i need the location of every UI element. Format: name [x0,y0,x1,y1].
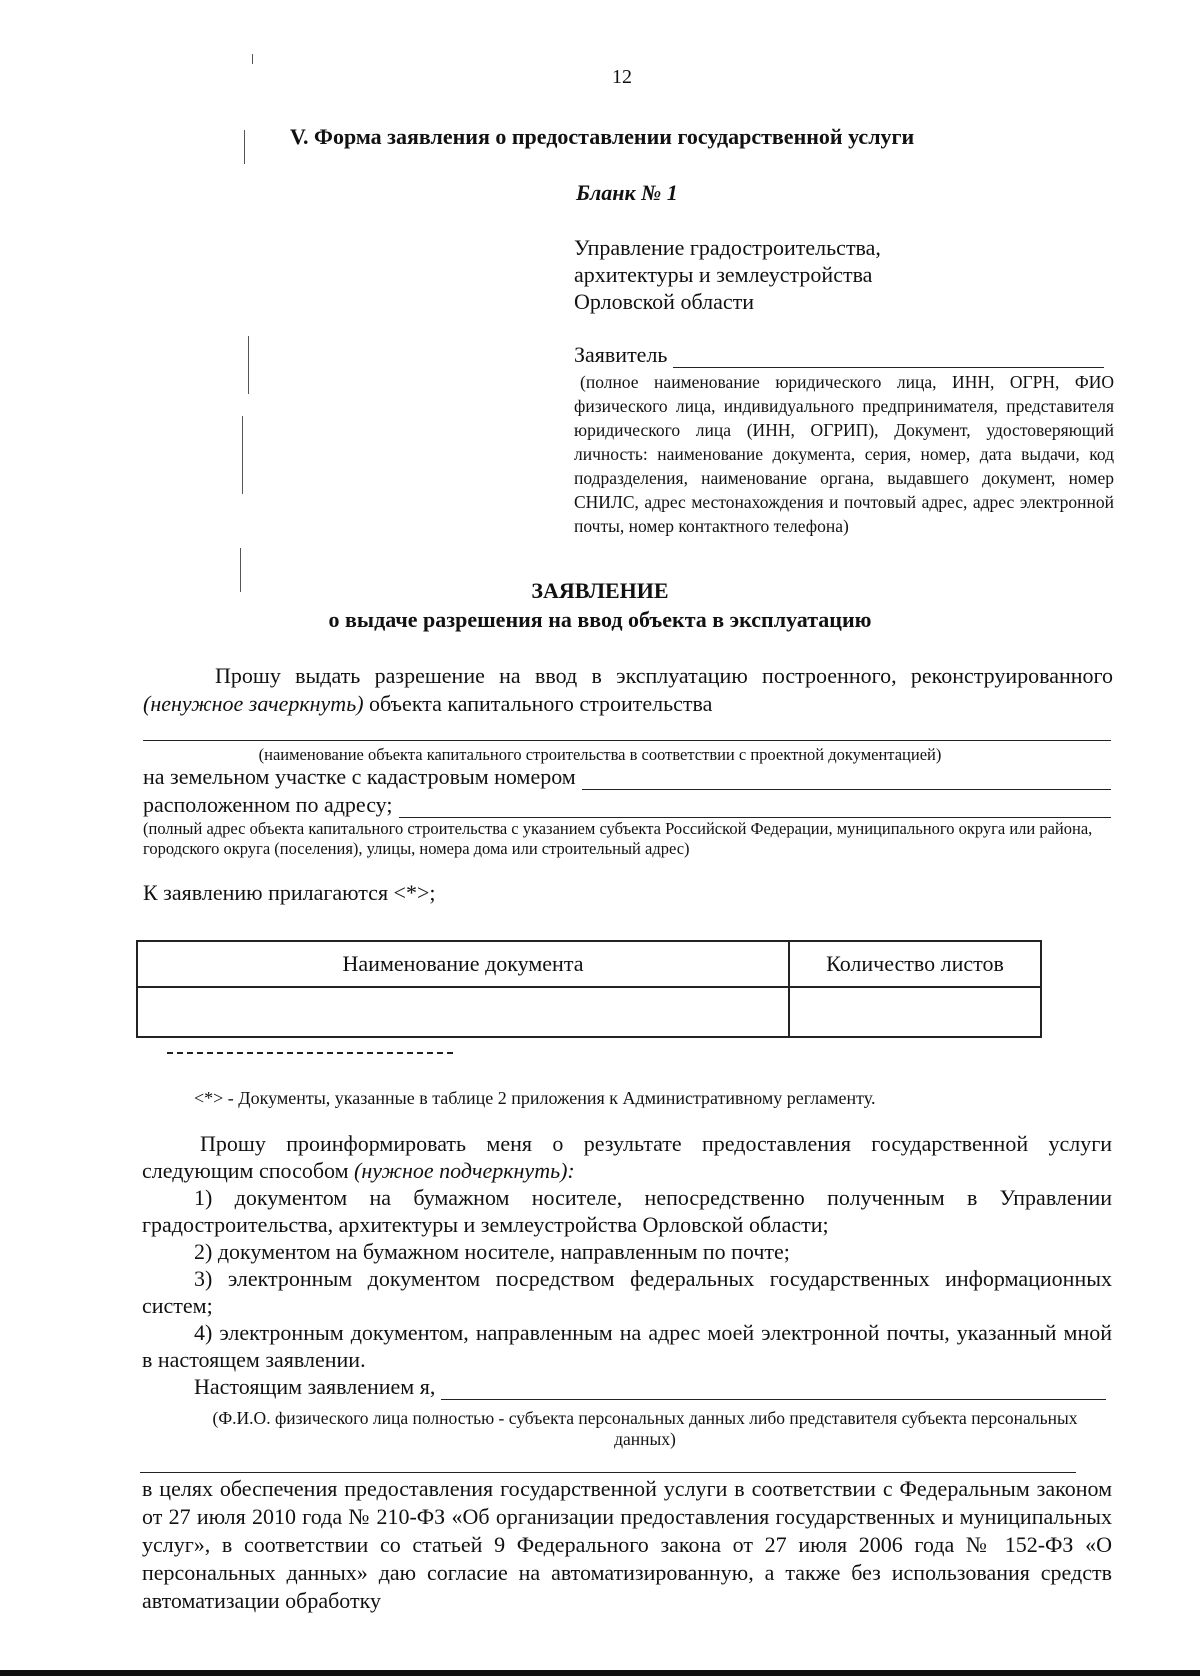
final-paragraph: в целях обеспечения предоставления государственной услуги в соответствии с Федеральным законом от 27 июля 2010 года № 210-ФЗ «Об организации предоставления государственных и муниципальных услуг», в соответствии со статьей 9 Федерального закона от 27 июля 2006 года № 152-ФЗ «О персональных данных» даю согласие на автоматизированную, а также без использования средств автоматизации обработку [142,1476,1112,1613]
addressee-block [574,234,881,315]
applicant-field[interactable] [673,347,1104,368]
inform-option[interactable]: 4) электронным документом, направленным на адрес моей электронной почты, указанный мной в настоящем заявлении. [142,1320,1112,1372]
object-note: (наименование объекта капитального строительства в соответствии с проектной документацией) [258,745,942,764]
footnote: <*> - Документы, указанные в таблице 2 приложения к Административному регламенту. [194,1088,876,1108]
consent-continuation-field[interactable] [140,1472,1076,1473]
attachments-table [136,940,1042,1038]
applicant-note: (полное наименование юридического лица, ИНН, ОГРН, ФИО физического лица, индивидуального предпринимателя, представителя юридического лица (ИНН, ОГРИП), Документ, удостоверяющий личность: наименование документа, серия, номер, дата выдачи, код подразделения, наименование органа, выдавшего документ, номер СНИЛС, адрес местонахождения и почтовый адрес, адрес электронной почты, номер контактного телефона) [574,372,1114,536]
object-name-field[interactable] [143,740,1111,741]
scan-mark [240,548,241,592]
blank-label: Бланк № 1 [576,180,678,205]
inform-option[interactable]: 2) документом на бумажном носителе, направленным по почте; [194,1239,790,1264]
table-cell[interactable] [137,987,789,1037]
request-paragraph [143,662,1113,718]
request-text: Прошу выдать разрешение на ввод в эксплуатацию построенного, реконструированного [215,663,1113,688]
consent-note: (Ф.И.О. физического лица полностью - субъекта персональных данных либо представителя субъекта персональных данных) [212,1408,1078,1449]
table-header: Наименование документа [137,941,789,987]
address-label: расположенном по адресу; [143,792,393,817]
scan-mark [252,54,253,64]
inform-intro-italic: (нужное подчеркнуть): [354,1158,575,1183]
applicant-row [574,342,1104,368]
inform-option[interactable]: 1) документом на бумажном носителе, непосредственно полученным в Управлении градостроительства, архитектуры и землеустройства Орловской области; [142,1185,1112,1237]
section-title: V. Форма заявления о предоставлении государственной услуги [290,124,915,149]
scan-mark [244,130,245,164]
inform-section [142,1130,1112,1373]
consent-name-field[interactable] [441,1379,1106,1400]
table-header: Количество листов [789,941,1041,987]
consent-label: Настоящим заявлением я, [194,1374,436,1399]
request-text-end: объекта капитального строительства [363,691,713,716]
applicant-label: Заявитель [574,342,668,367]
addressee-line: Орловской области [574,289,754,314]
table-row [137,987,1041,1037]
cadastral-row [143,764,1111,790]
table-header-row [137,941,1041,987]
addressee-line: архитектуры и землеустройства [574,262,873,287]
page-number: 12 [612,66,632,88]
document-subtitle: о выдаче разрешения на ввод объекта в эксплуатацию [328,607,872,632]
address-field[interactable] [399,797,1111,818]
cadastral-label: на земельном участке с кадастровым номером [143,764,576,789]
scan-mark [242,416,243,494]
inform-option[interactable]: 3) электронным документом посредством федеральных государственных информационных систем; [142,1266,1112,1318]
address-row [143,792,1111,818]
inform-intro [142,1130,1112,1184]
table-cell[interactable] [789,987,1041,1037]
scan-mark [248,336,249,394]
address-note: (полный адрес объекта капитального строительства с указанием субъекта Российской Федерации, муниципального округа или района, городского округа (поселения), улицы, номера дома или строительный адрес) [143,819,1093,858]
inform-intro-text: Прошу проинформировать меня о результате предоставления государственной услуги следующим способом [142,1131,1112,1183]
consent-row [194,1374,1106,1400]
document-title: ЗАЯВЛЕНИЕ [531,578,669,603]
request-italic: (ненужное зачеркнуть) [143,691,364,716]
footnote-separator [167,1052,453,1054]
addressee-line: Управление градостроительства, [574,235,881,260]
scan-bottom-edge [0,1670,1200,1676]
attachments-label: К заявлению прилагаются <*>; [143,880,436,905]
cadastral-field[interactable] [582,769,1111,790]
